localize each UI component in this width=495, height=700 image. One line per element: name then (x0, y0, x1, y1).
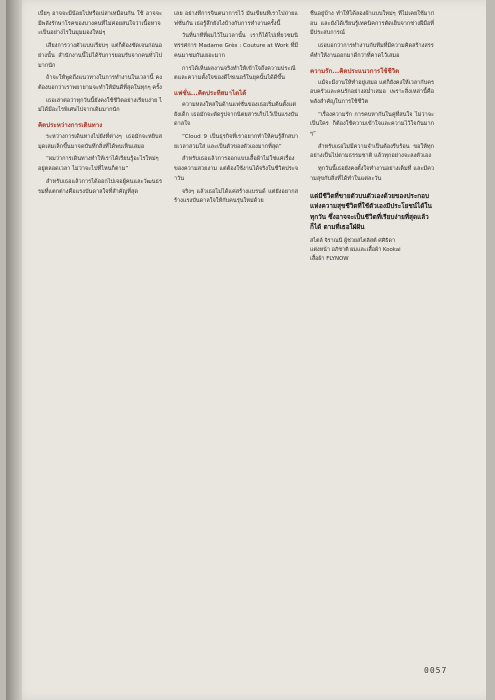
page-number: 0057 (424, 666, 448, 675)
paragraph: แม้จะมีงานให้ทำอยู่เสมอ แต่ก็ยังคงให้เวลากับครอบครัวและคนรักอย่างสม่ำเสมอ เพราะสิ่งเหล่านี้คือพลังสำคัญในการใช้ชีวิต (310, 79, 434, 105)
paragraph: เธอเล่าต่อว่าทุกวันนี้ยังคงใช้ชีวิตอย่างเรียบง่าย ไม่ได้มีอะไรพิเศษไปจากเดิมมากนัก (38, 97, 162, 114)
credit-line: แต่งหน้า อภิชาติ ผมและเสื้อผ้า Kookai (310, 246, 401, 253)
magazine-page (6, 0, 486, 700)
paragraph: “ผมว่าการเดินทางทำให้เราได้เรียนรู้อะไรใหม่ๆ อยู่ตลอดเวลา ไม่ว่าจะไปที่ไหนก็ตาม” (38, 156, 159, 173)
page-gutter (6, 0, 22, 700)
paragraph: เลย อย่างที่การจินตนาการไว้ มันเขียนที่เราไปถ่ายแฟชั่นกัน เธอรู้สึกยังไงบ้างกับการทำงานครั้งนี้ (174, 11, 298, 27)
paragraph: ทุกวันนี้เธอยังคงตั้งใจทำงานอย่างเต็มที่ และมีความสุขกับสิ่งที่ได้ทำในแต่ละวัน (310, 166, 434, 182)
credit-line: เสื้อผ้า FLYNOW (310, 255, 349, 262)
paragraph: สำหรับเธอไม่มีความจำเป็นต้องรีบร้อน ขอให้ทุกอย่างเป็นไปตามธรรมชาติ แล้วทุกอย่างจะลงตัวเอง (310, 143, 434, 160)
paragraph: วันที่นาทีที่ผมไว้ในเวลานั้น เราก็ได้ไปเที่ยวชมนิทรรศการ Madame Grès : Couture at Work ที่มีคนมาชมกันเยอะมาก (174, 33, 298, 59)
paragraph: ระหว่างการเดินทางไปยังที่ต่างๆ เธอมักจะหยิบสมุดเล่มเล็กขึ้นมาจดบันทึกสิ่งที่ได้พบเห็นเสมอ (38, 134, 162, 150)
paragraph: การได้เห็นผลงานจริงทำให้เข้าใจถึงความประณีตและความตั้งใจของดีไซเนอร์ในยุคนั้นได้ดีขึ้น (174, 65, 296, 82)
paragraph: ถ้าจะให้พูดถึงแนวทางในการทำงานในเวลานี้ คงต้องบอกว่าเราพยายามจะทำให้มันดีที่สุดในทุกๆ ครั้ง (38, 75, 162, 91)
paragraph: สำหรับเธอแล้วการออกแบบเสื้อผ้าไม่ใช่แค่เรื่องของความสวยงาม แต่ต้องใช้งานได้จริงในชีวิตประจำวัน (174, 156, 298, 182)
text-column-2 (174, 10, 298, 660)
paragraph: ความหลงใหลในด้านแฟชั่นของเธอเริ่มต้นตั้งแต่ยังเด็ก เธอมักจะตัดรูปจากนิตยสารเก็บไว้เป็นแรงบันดาลใจ (174, 101, 298, 128)
section-heading: แฟชั่น...คิดประทีสมาไดได้ (174, 89, 247, 97)
text-column-3 (310, 10, 434, 660)
paragraph: เบี้ยๆ อาจจะมีน้อยไปหรือเปล่าเหมือนกัน ใช้ อาจจะมีพลังรักษาโรคของบางคนที่ไม่ค่อยสนใจว่าเนื้อหาจะเป็นอย่างไรในมุมมองใหม่ๆ (38, 11, 162, 37)
paragraph: สำหรับเธอแล้วการได้ออกไปเจอผู้คนและวัฒนธรรมที่แตกต่างคือแรงบันดาลใจที่สำคัญที่สุด (38, 178, 162, 195)
paragraph: ชื่นอยู่บ้าง ทำให้ได้ลองผ้าแบบใหม่ๆ ที่ไม่เคยใช้มาก่อน และยังได้เรียนรู้เทคนิคการตัดเย็บจากช่างฝีมือที่มีประสบการณ์ (310, 11, 434, 37)
paragraph: เธอบอกว่าการทำงานกับทีมที่มีความคิดสร้างสรรค์ทำให้งานออกมาดีกว่าที่คาดไว้เสมอ (310, 43, 434, 59)
paragraph: จริงๆ แล้วเธอไม่ได้แค่สร้างแบรนด์ แต่ยังอยากสร้างแรงบันดาลใจให้กับคนรุ่นใหม่ด้วย (174, 188, 298, 205)
section-heading: ความรัก...คิดประแนวการใช้ชีวิต (310, 67, 400, 75)
section-heading: คิดประหว่างการเดินทาง (38, 122, 103, 130)
closing-quote: แต่มีชีวิตที่ขายตัวบนตัวเองด้วยของประกอบแห่งความสุขชีวิตที่ใช้ตัวเองมีประโยชน์ได้ในทุกวัน ซึ่งอาจจะเป็นชีวิตที่เรียบง่ายที่สุดแล้วก็ได้ ตามที่เธอใฝ่ฝัน (310, 191, 432, 232)
credit-line: สไตล์ จิราณนี ผู้ช่วยสไตลิสต์ ศศิธิดา (310, 237, 395, 244)
text-column-1 (38, 10, 162, 660)
paragraph: “Cloud 9 เป็นธุรกิจที่เราอยากทำให้คนรู้สึกสบายเวลาสวมใส่ และเป็นตัวของตัวเองมากที่สุด” (174, 134, 298, 150)
paragraph: เสียงการวางตัวแบบเรียบๆ แต่ก็ต้องชัดเจนก่อนอย่างนั้น สำนักงานนี้ไม่ได้รับการยอมรับจากคนทั่วไปมากนัก (38, 43, 162, 69)
paragraph: “เรื่องความรัก การคบหากันในคู่ที่สนใจ ไม่ว่าจะเป็นใคร ก็ต้องใช้ความเข้าใจและความไว้ใจกันมากๆ” (310, 111, 434, 138)
